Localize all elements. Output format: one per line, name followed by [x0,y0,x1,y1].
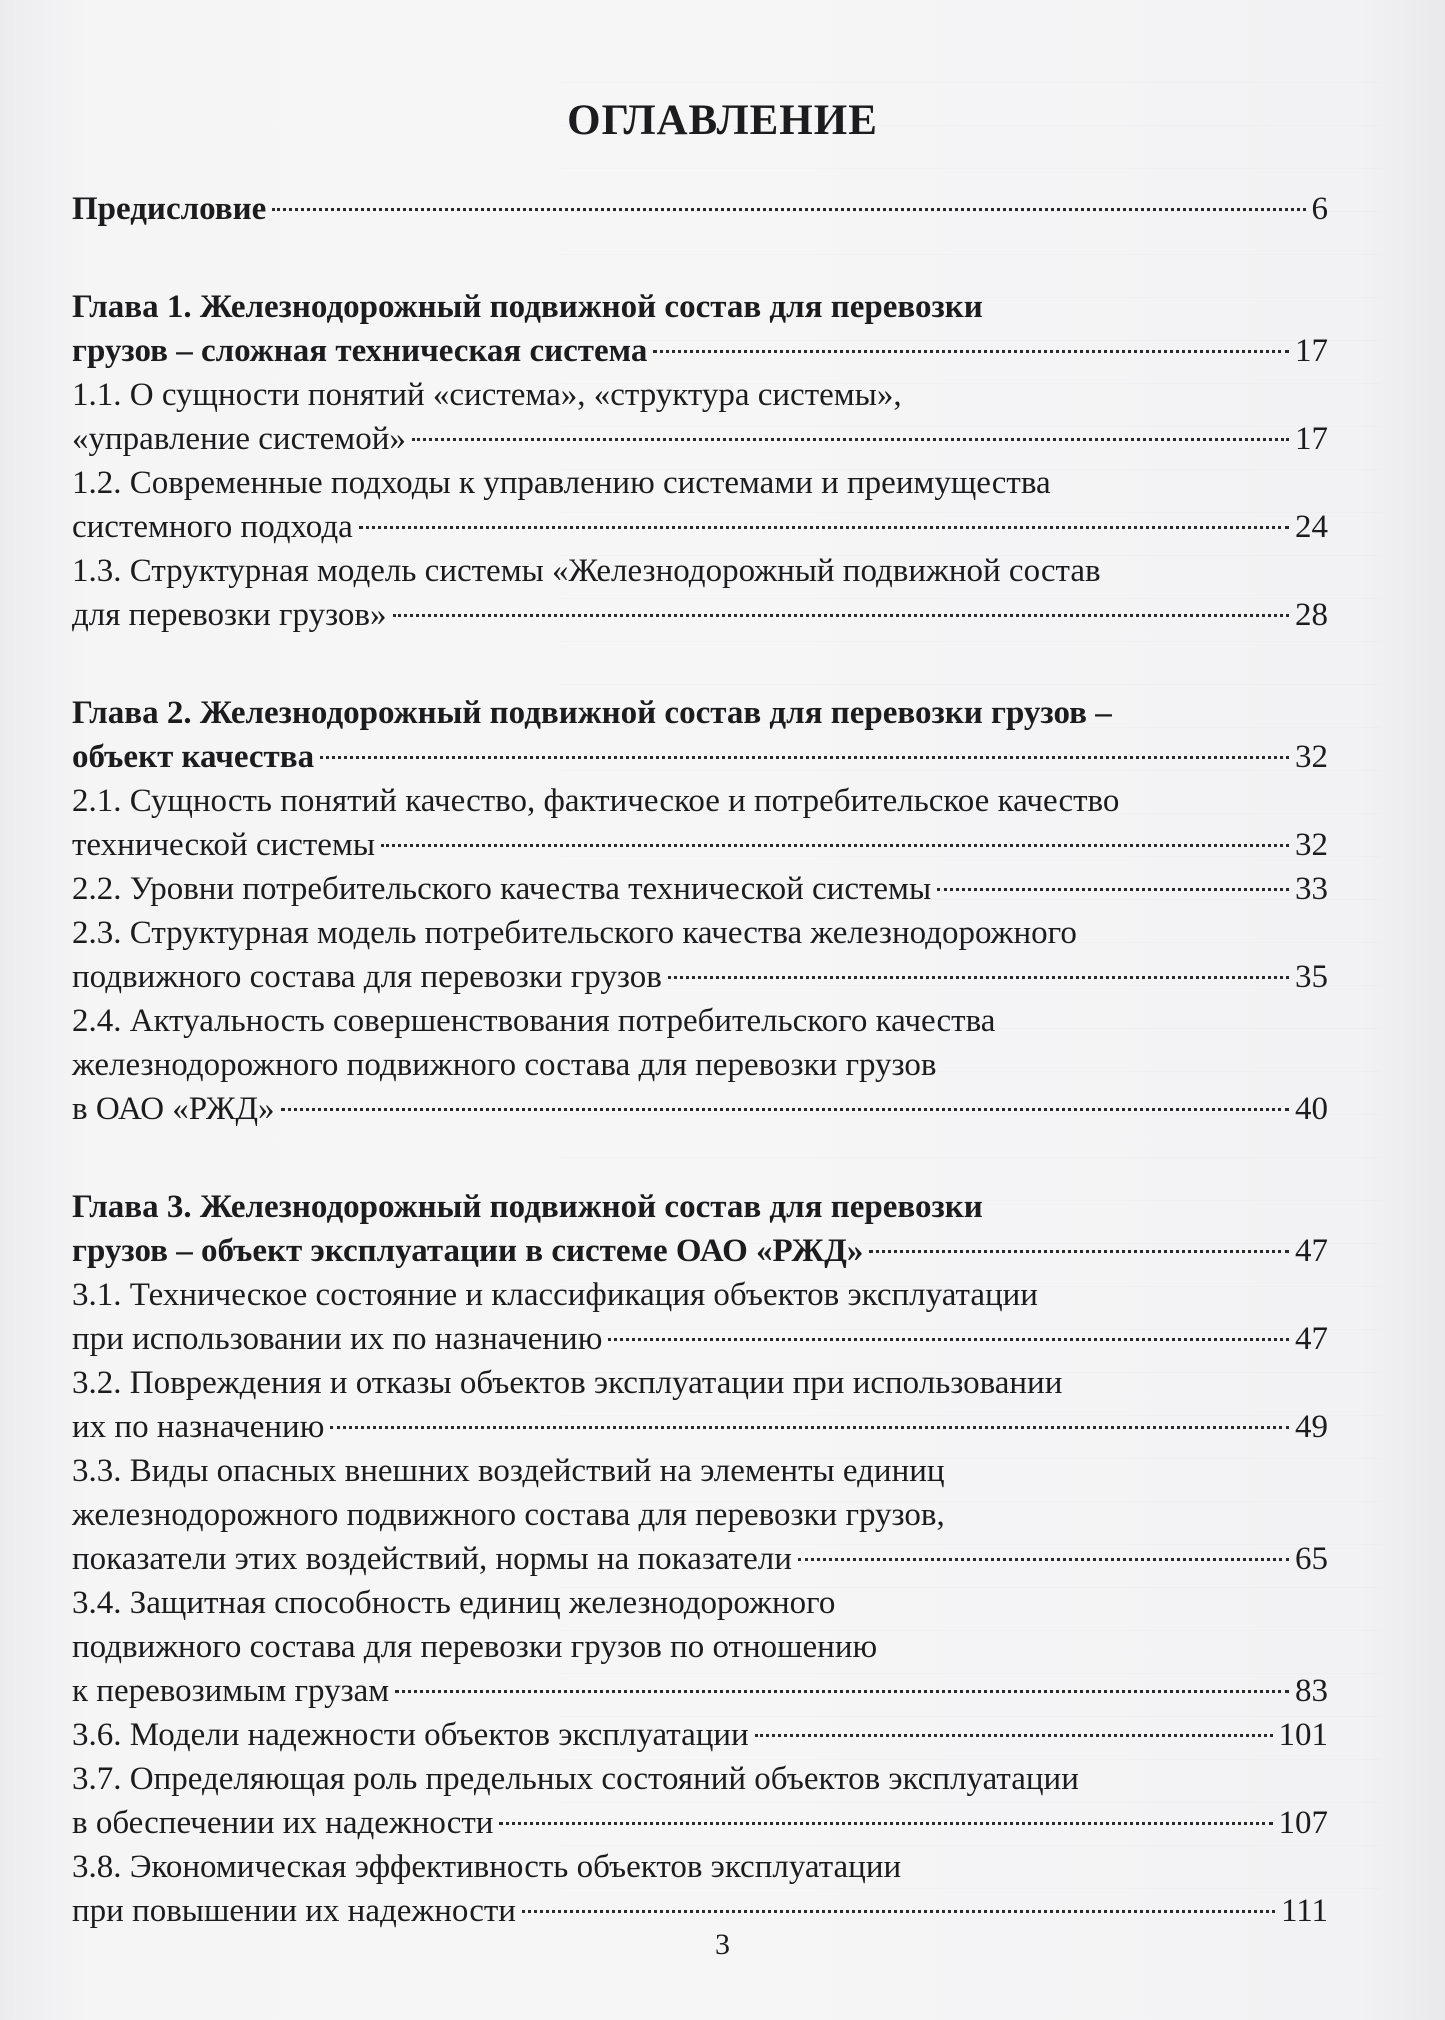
page-title: ОГЛАВЛЕНИЕ [567,97,878,144]
toc-entry-ch2 [72,691,1328,779]
toc-entry-line: 2.3. Структурная модель потребительского качества железнодорожного [72,915,1077,951]
toc-entry-line: 1.1. О сущности понятий «система», «структура системы», [72,377,902,413]
dot-leader [798,1558,1289,1561]
toc-entry-s1-2 [72,461,1328,549]
dot-leader [608,1338,1289,1341]
toc-entry-line: 3.1. Техническое состояние и классификация объектов эксплуатации [72,1277,1038,1313]
dot-leader [281,1108,1289,1111]
toc-entry-line: в обеспечении их надежности [72,1805,494,1841]
toc-entry-line: их по назначению [72,1409,325,1445]
toc-entry-line: технической системы [72,827,376,863]
toc-entry-line: объект качества [72,739,315,775]
toc-entry-s3-4 [72,1581,1328,1713]
section-gap [72,637,1328,691]
toc-entry-line: «управление системой» [72,421,406,457]
dot-leader [320,756,1289,759]
dot-leader [395,1690,1289,1693]
toc-page-number: 32 [1295,827,1328,863]
toc-entry-line: 2.2. Уровни потребительского качества технической системы [72,871,932,907]
dot-leader [412,438,1289,441]
toc-page-number: 6 [1311,191,1328,227]
toc-entry-s3-7 [72,1757,1328,1845]
toc-page-number: 101 [1278,1717,1328,1753]
toc-entry-line: железнодорожного подвижного состава для перевозки грузов, [72,1497,945,1533]
toc-entry-line: 3.8. Экономическая эффективность объектов эксплуатации [72,1849,902,1885]
toc-entry-line: системного подхода [72,509,353,545]
toc-entry-s3-1 [72,1273,1328,1361]
toc-page-number: 47 [1295,1321,1328,1357]
toc-entry-line: 2.4. Актуальность совершенствования потребительского качества [72,1003,996,1039]
toc-entry-s3-2 [72,1361,1328,1449]
page-number: 3 [715,1928,730,1961]
dot-leader [869,1250,1289,1253]
section-gap [72,1131,1328,1185]
toc-entry-line: 3.7. Определяющая роль предельных состояний объектов эксплуатации [72,1761,1079,1797]
toc-page-number: 24 [1295,509,1328,545]
dot-leader [272,208,1305,211]
toc-entry-s1-3 [72,549,1328,637]
toc-page-number: 28 [1295,597,1328,633]
section-gap [72,231,1328,285]
toc-entry-line: Предисловие [72,191,267,227]
dot-leader [381,844,1289,847]
toc-entry-line: в ОАО «РЖД» [72,1091,275,1127]
toc-entry-s1-1 [72,373,1328,461]
dot-leader [937,888,1289,891]
toc-entry-line: при использовании их по назначению [72,1321,603,1357]
toc-entry-line: Глава 2. Железнодорожный подвижной состав для перевозки грузов – [72,695,1112,731]
toc-page-number: 107 [1278,1805,1328,1841]
dot-leader [522,1910,1275,1913]
toc-entry-s2-2 [72,867,1328,911]
dot-leader [653,350,1289,353]
toc-entry-ch3 [72,1185,1328,1273]
toc-entry-line: при повышении их надежности [72,1893,516,1929]
toc-entry-s3-3 [72,1449,1328,1581]
toc-page-number: 47 [1295,1233,1328,1269]
dot-leader [755,1734,1273,1737]
toc-page-number: 17 [1295,421,1328,457]
toc-entry-s2-3 [72,911,1328,999]
toc-page-number: 65 [1295,1541,1328,1577]
toc-entry-s2-1 [72,779,1328,867]
toc-entry-line: 3.3. Виды опасных внешних воздействий на элементы единиц [72,1453,945,1489]
toc-page-number: 40 [1295,1091,1328,1127]
dot-leader [330,1426,1289,1429]
toc-entry-line: подвижного состава для перевозки грузов [72,959,662,995]
toc-entry-line: 1.2. Современные подходы к управлению системами и преимущества [72,465,1051,501]
toc-entry-line: железнодорожного подвижного состава для перевозки грузов [72,1047,937,1083]
toc-entry-line: 1.3. Структурная модель системы «Железнодорожный подвижной состав [72,553,1101,589]
toc-page-number: 33 [1295,871,1328,907]
toc-entry-s2-4 [72,999,1328,1131]
dot-leader [499,1822,1272,1825]
toc-entry-line: для перевозки грузов» [72,597,387,633]
dot-leader [359,526,1289,529]
toc-entry-s3-8 [72,1845,1328,1933]
toc-entry-line: к перевозимым грузам [72,1673,390,1709]
toc-entry-line: показатели этих воздействий, нормы на показатели [72,1541,792,1577]
toc-entry-line: 2.1. Сущность понятий качество, фактическое и потребительское качество [72,783,1120,819]
toc-entry-line: 3.2. Повреждения и отказы объектов эксплуатации при использовании [72,1365,1063,1401]
toc-page-number: 49 [1295,1409,1328,1445]
toc-page-number: 32 [1295,739,1328,775]
toc-entry-line: 3.4. Защитная способность единиц железнодорожного [72,1585,836,1621]
toc-entry-line: Глава 1. Железнодорожный подвижной состав для перевозки [72,289,983,325]
toc-entry-line: Глава 3. Железнодорожный подвижной состав для перевозки [72,1189,983,1225]
toc-entry-preface [72,187,1328,231]
toc-page-number: 111 [1280,1893,1328,1929]
toc-entry-line: 3.6. Модели надежности объектов эксплуатации [72,1717,749,1753]
toc-page-number: 83 [1295,1673,1328,1709]
dot-leader [668,976,1289,979]
toc-entry-s3-6 [72,1713,1328,1757]
toc-entry-ch1 [72,285,1328,373]
table-of-contents [72,187,1328,1933]
toc-entry-line: грузов – сложная техническая система [72,333,648,369]
dot-leader [393,614,1290,617]
toc-page-number: 35 [1295,959,1328,995]
toc-entry-line: подвижного состава для перевозки грузов по отношению [72,1629,878,1665]
toc-page-number: 17 [1295,333,1328,369]
toc-entry-line: грузов – объект эксплуатации в системе ОАО «РЖД» [72,1233,864,1269]
